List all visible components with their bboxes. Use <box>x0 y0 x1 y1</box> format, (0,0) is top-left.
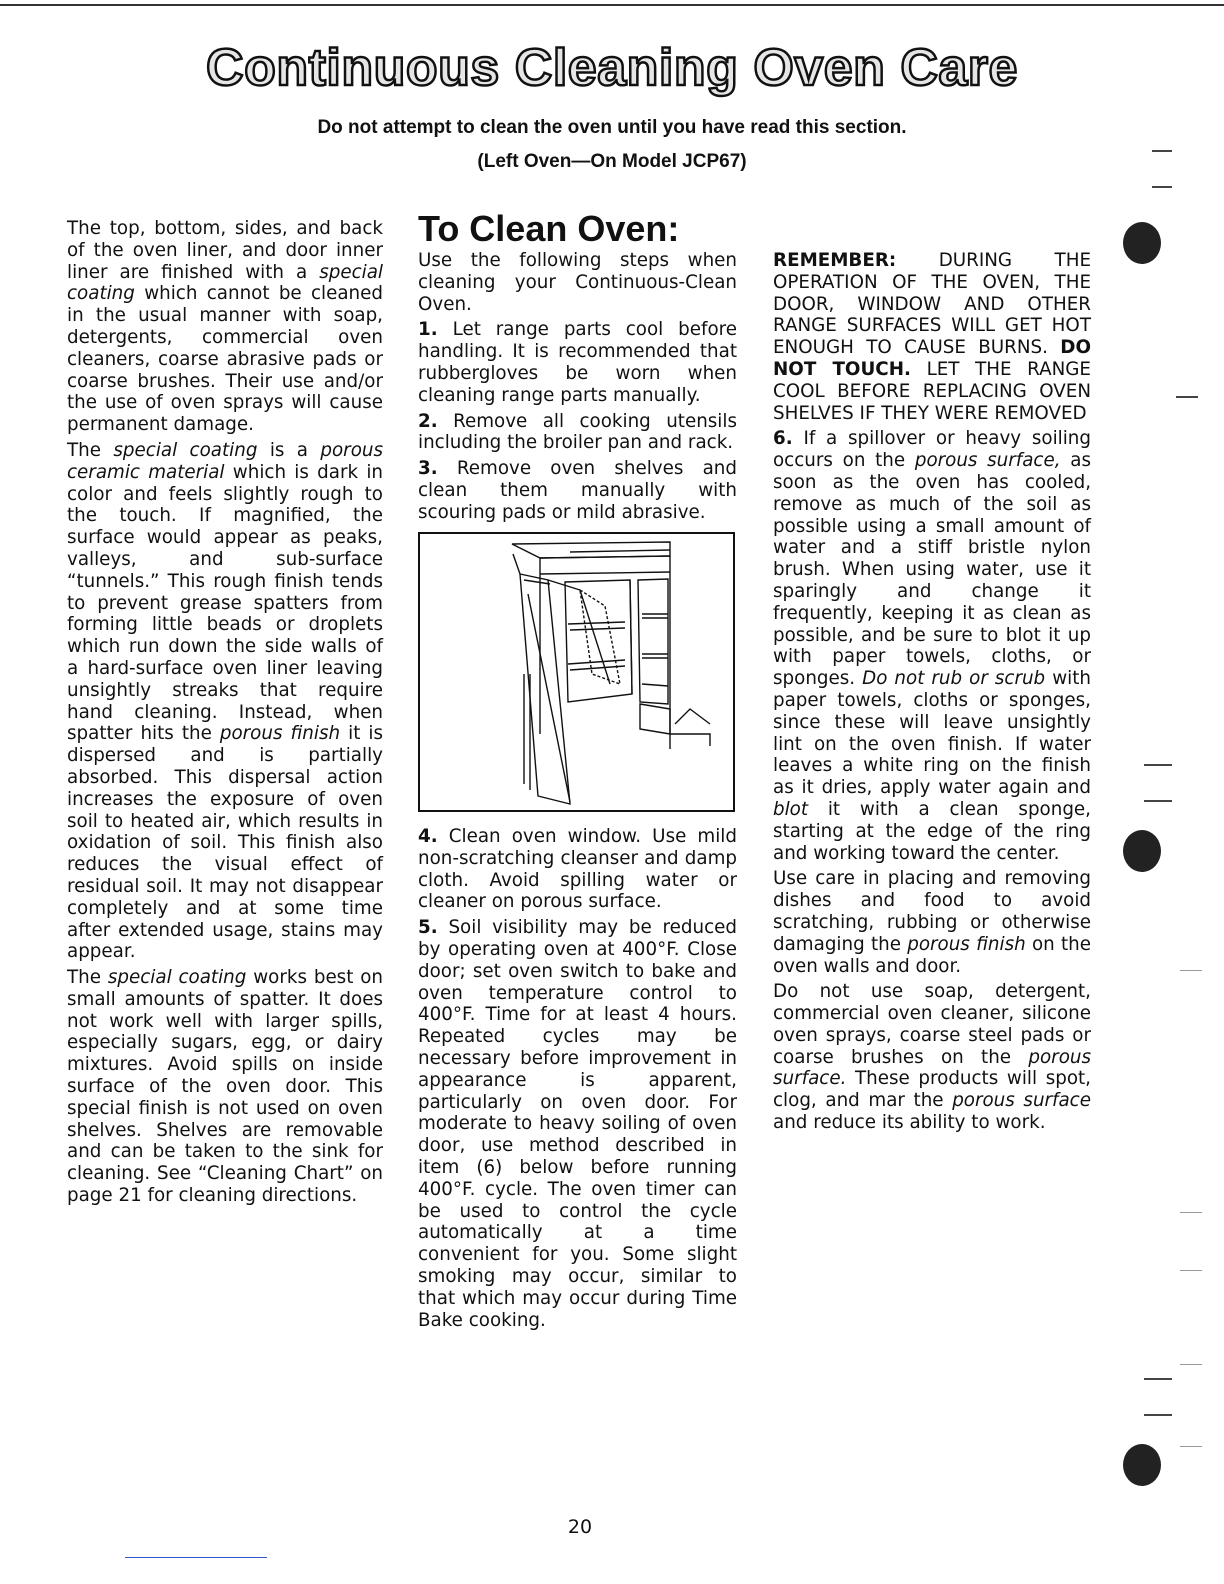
remember-label: REMEMBER: <box>773 250 897 271</box>
text: which cannot be cleaned in the usual manner with soap, detergents, commercial oven cleaners, coarse abrasive pads or coarse brushes. Their use and/or the use of oven sprays will cause permanent damage. <box>67 283 383 436</box>
emphasis: porous ceramic material <box>67 439 383 483</box>
text: it with a clean sponge, starting at the edge of the ring and working toward the center. <box>773 798 1091 864</box>
text: DURING THE OPERATION OF THE OVEN, THE DOOR, WINDOW AND OTHER RANGE SURFACES WILL GET HOT ENOUGH TO CAUSE BURNS. <box>773 250 1091 359</box>
do-not-touch: DO NOT TOUCH. <box>773 337 1091 380</box>
edge-mark <box>1176 396 1198 398</box>
step-text: Soil visibility may be reduced by operating oven at 400°F. Close door; set oven switch to bake and oven temperature control to 400°F. Time for at least 4 hours. Repeated cycles may be necessary before improvement in appearance is apparent, particularly on oven door. For moderate to heavy soiling of oven door, use method described in item (6) below before running 400°F. cycle. The oven timer can be used to control the cycle automatically at a time convenient for you. Some slight smoking may occur, similar to that which may occur during Time Bake cooking. <box>418 917 737 1331</box>
step-number: 2. <box>418 410 438 432</box>
text: Use care in placing and removing dishes and food to avoid scratching, rubbing or otherwise damaging the <box>773 868 1091 955</box>
top-rule <box>0 4 1224 6</box>
emphasis: porous surface <box>952 1090 1091 1112</box>
text: and reduce its ability to work. <box>773 1112 1046 1134</box>
edge-mark <box>1144 764 1172 766</box>
page-title: Continuous Cleaning Oven Care <box>206 39 1018 97</box>
emphasis: blot <box>773 798 809 820</box>
step-text: Clean oven window. Use mild non-scratching cleanser and damp cloth. Avoid spilling water or cleaner on porous surface. <box>418 826 737 913</box>
step-text: Remove all cooking utensils including the broiler pan and rack. <box>418 410 737 454</box>
edge-mark <box>1180 1212 1202 1213</box>
text: The <box>67 967 108 989</box>
remember-warning <box>773 250 1091 424</box>
text: is a <box>257 439 321 461</box>
steps-intro: Use the following steps when cleaning your Continuous-Clean Oven. <box>418 250 737 315</box>
bottom-rule <box>125 1557 267 1558</box>
edge-mark <box>1144 1414 1172 1416</box>
text: which is dark in color and feels slightly rough to the touch. If magnified, the surface would appear as peaks, valleys, and sub-surface “tunnels.” This rough finish tends to prevent grease spatters from forming little beads or droplets which run down the side walls of a hard-surface oven liner leaving unsightly streaks that require hand cleaning. Instead, when spatter hits the <box>67 461 383 745</box>
right-column <box>773 250 1091 1138</box>
text: as soon as the oven has cooled, remove as much of the soil as possible using a small amount of water and a stiff bristle nylon brush. When using water, use it sparingly and change it frequently, keeping it as clean as possible, and be sure to blot it up with paper towels, cloths, or sponges. <box>773 450 1091 690</box>
step-number: 3. <box>418 458 438 480</box>
emphasis: special coating <box>113 439 258 461</box>
binder-hole-mark <box>1123 222 1161 264</box>
edge-mark <box>1180 970 1202 971</box>
text: Do not use soap, detergent, commercial oven cleaner, silicone oven sprays, coarse steel pads or coarse brushes on the <box>773 981 1091 1068</box>
section-heading: To Clean Oven: <box>418 208 680 249</box>
oven-illustration-icon <box>420 534 733 810</box>
emphasis: special coating <box>67 261 383 305</box>
edge-mark <box>1180 1364 1202 1365</box>
step-number: 6. <box>773 428 793 450</box>
emphasis: Do not rub or scrub <box>862 668 1046 690</box>
step-4 <box>418 826 737 913</box>
coating-description-paragraph <box>67 440 383 963</box>
text: The <box>67 439 114 461</box>
text: These products will spot, clog, and mar the <box>773 1068 1091 1112</box>
step-5 <box>418 917 737 1331</box>
text: LET THE RANGE COOL BEFORE REPLACING OVEN SHELVES IF THEY WERE REMOVED <box>773 358 1091 424</box>
emphasis: porous surface, <box>914 450 1061 472</box>
step-number: 1. <box>418 319 438 341</box>
edge-mark <box>1144 800 1172 802</box>
page-number: 20 <box>567 1516 593 1538</box>
step-number: 5. <box>418 917 438 939</box>
edge-mark <box>1144 1378 1172 1380</box>
emphasis: porous finish <box>907 933 1026 955</box>
emphasis: porous surface. <box>773 1046 1091 1090</box>
coating-usage-paragraph <box>67 967 383 1207</box>
binder-hole-mark <box>1123 1444 1161 1486</box>
step-text: Let range parts cool before handling. It is recommended that rubbergloves be worn when cleaning range parts manually. <box>418 319 737 406</box>
binder-hole-mark <box>1123 830 1161 872</box>
step-text: Remove oven shelves and clean them manually with scouring pads or mild abrasive. <box>418 458 737 523</box>
emphasis: special coating <box>107 967 247 989</box>
model-subtitle: (Left Oven—On Model JCP67) <box>477 151 747 172</box>
emphasis: porous finish <box>219 723 341 745</box>
text: with paper towels, cloths or sponges, since these will leave unsightly lint on the oven finish. If water leaves a white ring on the finish as it dries, apply water again and <box>773 668 1091 799</box>
oven-open-door-illustration <box>418 532 735 812</box>
step-number: 4. <box>418 826 438 847</box>
step-1 <box>418 319 737 406</box>
middle-column-top <box>418 250 737 528</box>
step-2 <box>418 411 737 455</box>
text: it is dispersed and is partially absorbed. This dispersal action increases the exposure of oven soil to heated air, which results in oxidation of soil. This finish also reduces the visual effect of residual soil. It may not disappear completely and at some time after extended usage, stains may appear. <box>67 723 383 963</box>
text: If a spillover or heavy soiling occurs on the <box>773 428 1091 472</box>
step-3 <box>418 458 737 523</box>
text: The top, bottom, sides, and back of the oven liner, and door inner liner are finished with a <box>67 218 383 283</box>
warning-subtitle: Do not attempt to clean the oven until you have read this section. <box>317 117 907 138</box>
text: on the oven walls and door. <box>773 933 1091 977</box>
left-column <box>67 218 383 1211</box>
care-paragraph <box>773 868 1091 977</box>
text: works best on small amounts of spatter. It does not work well with larger spills, especially sugars, egg, or dairy mixtures. Avoid spills on inside surface of the oven door. This special finish is not used on oven shelves. Shelves are removable and can be taken to the sink for cleaning. See “Cleaning Chart” on page 21 for cleaning directions. <box>67 967 383 1207</box>
intro-paragraph <box>67 218 383 436</box>
middle-column-bottom <box>418 826 737 1335</box>
edge-mark <box>1152 186 1172 188</box>
step-6 <box>773 428 1091 864</box>
do-not-use-paragraph <box>773 981 1091 1134</box>
edge-mark <box>1180 1270 1202 1271</box>
edge-mark <box>1152 150 1172 152</box>
edge-mark <box>1180 1446 1202 1447</box>
